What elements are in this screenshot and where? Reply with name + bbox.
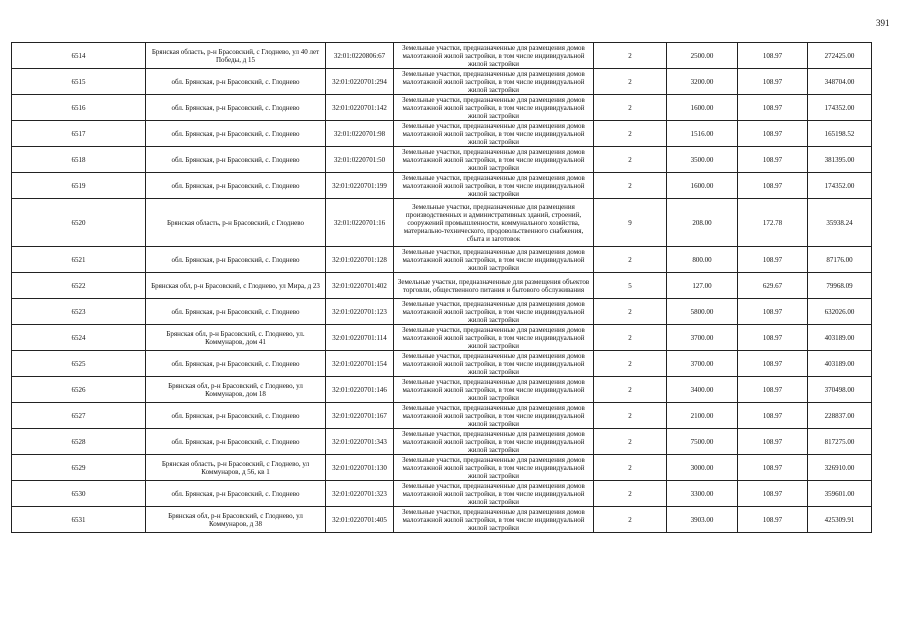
land-use-cell: Земельные участки, предназначенные для размещения домов малоэтажной жилой застройки, в том числе индивидуальной жилой застройки	[394, 43, 594, 69]
cadastral-value-cell: 272425.00	[808, 43, 872, 69]
table-row	[12, 455, 872, 481]
cadastral-number-cell: 32:01:0220701:50	[326, 147, 394, 173]
row-number-cell: 6531	[12, 507, 146, 533]
land-use-cell: Земельные участки, предназначенные для размещения домов малоэтажной жилой застройки, в том числе индивидуальной жилой застройки	[394, 377, 594, 403]
row-number-cell: 6518	[12, 147, 146, 173]
specific-value-cell: 108.97	[738, 69, 808, 95]
address-cell: обл. Брянская, р-н Брасовский, с. Глоднево	[146, 299, 326, 325]
cadastral-value-cell: 359601.00	[808, 481, 872, 507]
row-number-cell: 6526	[12, 377, 146, 403]
specific-value-cell: 108.97	[738, 147, 808, 173]
table-row	[12, 95, 872, 121]
specific-value-cell: 108.97	[738, 377, 808, 403]
land-use-cell: Земельные участки, предназначенные для размещения домов малоэтажной жилой застройки, в том числе индивидуальной жилой застройки	[394, 325, 594, 351]
page-number: 391	[876, 18, 890, 28]
group-cell: 2	[594, 325, 667, 351]
address-cell: Брянская обл, р-н Брасовский, с Глоднево, ул Коммунаров, дом 18	[146, 377, 326, 403]
land-use-cell: Земельные участки, предназначенные для размещения домов малоэтажной жилой застройки, в том числе индивидуальной жилой застройки	[394, 95, 594, 121]
specific-value-cell: 108.97	[738, 507, 808, 533]
cadastral-number-cell: 32:01:0220701:294	[326, 69, 394, 95]
land-use-cell: Земельные участки, предназначенные для размещения домов малоэтажной жилой застройки, в том числе индивидуальной жилой застройки	[394, 69, 594, 95]
row-number-cell: 6529	[12, 455, 146, 481]
row-number-cell: 6517	[12, 121, 146, 147]
group-cell: 2	[594, 173, 667, 199]
area-cell: 1600.00	[667, 95, 738, 121]
land-registry-table	[11, 42, 872, 533]
address-cell: обл. Брянская, р-н Брасовский, с. Глоднево	[146, 121, 326, 147]
group-cell: 2	[594, 507, 667, 533]
area-cell: 3700.00	[667, 351, 738, 377]
specific-value-cell: 108.97	[738, 121, 808, 147]
address-cell: обл. Брянская, р-н Брасовский, с. Глоднево	[146, 95, 326, 121]
area-cell: 208.00	[667, 199, 738, 247]
table-row	[12, 403, 872, 429]
address-cell: Брянская обл, р-н Брасовский, с Глоднево, ул Мира, д 23	[146, 273, 326, 299]
address-cell: обл. Брянская, р-н Брасовский, с. Глоднево	[146, 247, 326, 273]
specific-value-cell: 108.97	[738, 325, 808, 351]
row-number-cell: 6524	[12, 325, 146, 351]
group-cell: 2	[594, 403, 667, 429]
table-row	[12, 507, 872, 533]
area-cell: 3700.00	[667, 325, 738, 351]
specific-value-cell: 108.97	[738, 299, 808, 325]
specific-value-cell: 108.97	[738, 403, 808, 429]
area-cell: 2100.00	[667, 403, 738, 429]
area-cell: 5800.00	[667, 299, 738, 325]
address-cell: Брянская обл, р-н Брасовский, с Глоднево, ул Коммунаров, д 38	[146, 507, 326, 533]
area-cell: 2500.00	[667, 43, 738, 69]
specific-value-cell: 108.97	[738, 455, 808, 481]
cadastral-value-cell: 87176.00	[808, 247, 872, 273]
specific-value-cell: 108.97	[738, 351, 808, 377]
cadastral-value-cell: 174352.00	[808, 95, 872, 121]
cadastral-value-cell: 348704.00	[808, 69, 872, 95]
table-row	[12, 299, 872, 325]
group-cell: 2	[594, 147, 667, 173]
cadastral-value-cell: 817275.00	[808, 429, 872, 455]
row-number-cell: 6528	[12, 429, 146, 455]
cadastral-value-cell: 403189.00	[808, 351, 872, 377]
table-row	[12, 43, 872, 69]
group-cell: 2	[594, 429, 667, 455]
land-use-cell: Земельные участки, предназначенные для размещения объектов торговли, общественного питания и бытового обслуживания	[394, 273, 594, 299]
specific-value-cell: 108.97	[738, 481, 808, 507]
cadastral-number-cell: 32:01:0220701:128	[326, 247, 394, 273]
land-use-cell: Земельные участки, предназначенные для размещения производственных и административных зданий, строений, сооружений промышленности, коммунального хозяйства, материально-технического, продовольственного снабжения, сбыта и заготовок	[394, 199, 594, 247]
table-row	[12, 273, 872, 299]
address-cell: обл. Брянская, р-н Брасовский, с. Глоднево	[146, 147, 326, 173]
area-cell: 3000.00	[667, 455, 738, 481]
address-cell: обл. Брянская, р-н Брасовский, с. Глоднево	[146, 173, 326, 199]
land-use-cell: Земельные участки, предназначенные для размещения домов малоэтажной жилой застройки, в том числе индивидуальной жилой застройки	[394, 507, 594, 533]
cadastral-value-cell: 228837.00	[808, 403, 872, 429]
row-number-cell: 6519	[12, 173, 146, 199]
group-cell: 2	[594, 377, 667, 403]
land-use-cell: Земельные участки, предназначенные для размещения домов малоэтажной жилой застройки, в том числе индивидуальной жилой застройки	[394, 429, 594, 455]
table-row	[12, 147, 872, 173]
cadastral-number-cell: 32:01:0220701:130	[326, 455, 394, 481]
table-row	[12, 429, 872, 455]
group-cell: 2	[594, 43, 667, 69]
row-number-cell: 6525	[12, 351, 146, 377]
group-cell: 2	[594, 455, 667, 481]
specific-value-cell: 108.97	[738, 429, 808, 455]
address-cell: обл. Брянская, р-н Брасовский, с. Глоднево	[146, 403, 326, 429]
group-cell: 2	[594, 95, 667, 121]
group-cell: 2	[594, 481, 667, 507]
cadastral-number-cell: 32:01:0220701:123	[326, 299, 394, 325]
table-row	[12, 247, 872, 273]
land-use-cell: Земельные участки, предназначенные для размещения домов малоэтажной жилой застройки, в том числе индивидуальной жилой застройки	[394, 299, 594, 325]
group-cell: 2	[594, 299, 667, 325]
area-cell: 1600.00	[667, 173, 738, 199]
cadastral-value-cell: 35938.24	[808, 199, 872, 247]
area-cell: 1516.00	[667, 121, 738, 147]
row-number-cell: 6523	[12, 299, 146, 325]
cadastral-value-cell: 165198.52	[808, 121, 872, 147]
row-number-cell: 6527	[12, 403, 146, 429]
specific-value-cell: 108.97	[738, 43, 808, 69]
group-cell: 2	[594, 247, 667, 273]
cadastral-value-cell: 370498.00	[808, 377, 872, 403]
area-cell: 3400.00	[667, 377, 738, 403]
land-use-cell: Земельные участки, предназначенные для размещения домов малоэтажной жилой застройки, в том числе индивидуальной жилой застройки	[394, 173, 594, 199]
cadastral-number-cell: 32:01:0220701:98	[326, 121, 394, 147]
table-row	[12, 351, 872, 377]
land-use-cell: Земельные участки, предназначенные для размещения домов малоэтажной жилой застройки, в том числе индивидуальной жилой застройки	[394, 455, 594, 481]
specific-value-cell: 172.78	[738, 199, 808, 247]
cadastral-number-cell: 32:01:0220701:167	[326, 403, 394, 429]
cadastral-number-cell: 32:01:0220701:146	[326, 377, 394, 403]
land-use-cell: Земельные участки, предназначенные для размещения домов малоэтажной жилой застройки, в том числе индивидуальной жилой застройки	[394, 403, 594, 429]
row-number-cell: 6520	[12, 199, 146, 247]
table-row	[12, 69, 872, 95]
land-use-cell: Земельные участки, предназначенные для размещения домов малоэтажной жилой застройки, в том числе индивидуальной жилой застройки	[394, 121, 594, 147]
table-body	[12, 43, 872, 533]
cadastral-number-cell: 32:01:0220701:405	[326, 507, 394, 533]
area-cell: 7500.00	[667, 429, 738, 455]
specific-value-cell: 108.97	[738, 95, 808, 121]
specific-value-cell: 629.67	[738, 273, 808, 299]
row-number-cell: 6515	[12, 69, 146, 95]
cadastral-value-cell: 326910.00	[808, 455, 872, 481]
address-cell: Брянская обл, р-н Брасовский, с. Глоднево, ул. Коммунаров, дом 41	[146, 325, 326, 351]
row-number-cell: 6530	[12, 481, 146, 507]
cadastral-number-cell: 32:01:0220701:154	[326, 351, 394, 377]
row-number-cell: 6516	[12, 95, 146, 121]
land-use-cell: Земельные участки, предназначенные для размещения домов малоэтажной жилой застройки, в том числе индивидуальной жилой застройки	[394, 351, 594, 377]
address-cell: обл. Брянская, р-н Брасовский, с. Глоднево	[146, 481, 326, 507]
address-cell: обл. Брянская, р-н Брасовский, с. Глоднево	[146, 429, 326, 455]
specific-value-cell: 108.97	[738, 173, 808, 199]
row-number-cell: 6522	[12, 273, 146, 299]
cadastral-number-cell: 32:01:0220701:16	[326, 199, 394, 247]
area-cell: 3903.00	[667, 507, 738, 533]
table-row	[12, 481, 872, 507]
address-cell: обл. Брянская, р-н Брасовский, с. Глоднево	[146, 69, 326, 95]
table-row	[12, 199, 872, 247]
land-use-cell: Земельные участки, предназначенные для размещения домов малоэтажной жилой застройки, в том числе индивидуальной жилой застройки	[394, 247, 594, 273]
specific-value-cell: 108.97	[738, 247, 808, 273]
table-row	[12, 121, 872, 147]
area-cell: 3200.00	[667, 69, 738, 95]
cadastral-value-cell: 79968.09	[808, 273, 872, 299]
area-cell: 3300.00	[667, 481, 738, 507]
group-cell: 2	[594, 351, 667, 377]
cadastral-number-cell: 32:01:0220701:142	[326, 95, 394, 121]
land-use-cell: Земельные участки, предназначенные для размещения домов малоэтажной жилой застройки, в том числе индивидуальной жилой застройки	[394, 481, 594, 507]
table-row	[12, 173, 872, 199]
address-cell: обл. Брянская, р-н Брасовский, с. Глоднево	[146, 351, 326, 377]
cadastral-number-cell: 32:01:0220701:323	[326, 481, 394, 507]
cadastral-number-cell: 32:01:0220701:114	[326, 325, 394, 351]
area-cell: 800.00	[667, 247, 738, 273]
area-cell: 127.00	[667, 273, 738, 299]
cadastral-number-cell: 32:01:0220701:199	[326, 173, 394, 199]
group-cell: 2	[594, 69, 667, 95]
cadastral-number-cell: 32:01:0220701:402	[326, 273, 394, 299]
address-cell: Брянская область, р-н Брасовский, с Глоднево, ул Коммунаров, д 56, кв 1	[146, 455, 326, 481]
cadastral-value-cell: 381395.00	[808, 147, 872, 173]
address-cell: Брянская область, р-н Брасовский, с Глоднево	[146, 199, 326, 247]
cadastral-value-cell: 425309.91	[808, 507, 872, 533]
address-cell: Брянская область, р-н Брасовский, с Глоднево, ул 40 лет Победы, д 15	[146, 43, 326, 69]
group-cell: 5	[594, 273, 667, 299]
table-row	[12, 377, 872, 403]
cadastral-value-cell: 632026.00	[808, 299, 872, 325]
cadastral-value-cell: 174352.00	[808, 173, 872, 199]
row-number-cell: 6521	[12, 247, 146, 273]
cadastral-value-cell: 403189.00	[808, 325, 872, 351]
group-cell: 9	[594, 199, 667, 247]
cadastral-number-cell: 32:01:0220806:67	[326, 43, 394, 69]
group-cell: 2	[594, 121, 667, 147]
row-number-cell: 6514	[12, 43, 146, 69]
cadastral-number-cell: 32:01:0220701:343	[326, 429, 394, 455]
table-row	[12, 325, 872, 351]
area-cell: 3500.00	[667, 147, 738, 173]
land-use-cell: Земельные участки, предназначенные для размещения домов малоэтажной жилой застройки, в том числе индивидуальной жилой застройки	[394, 147, 594, 173]
